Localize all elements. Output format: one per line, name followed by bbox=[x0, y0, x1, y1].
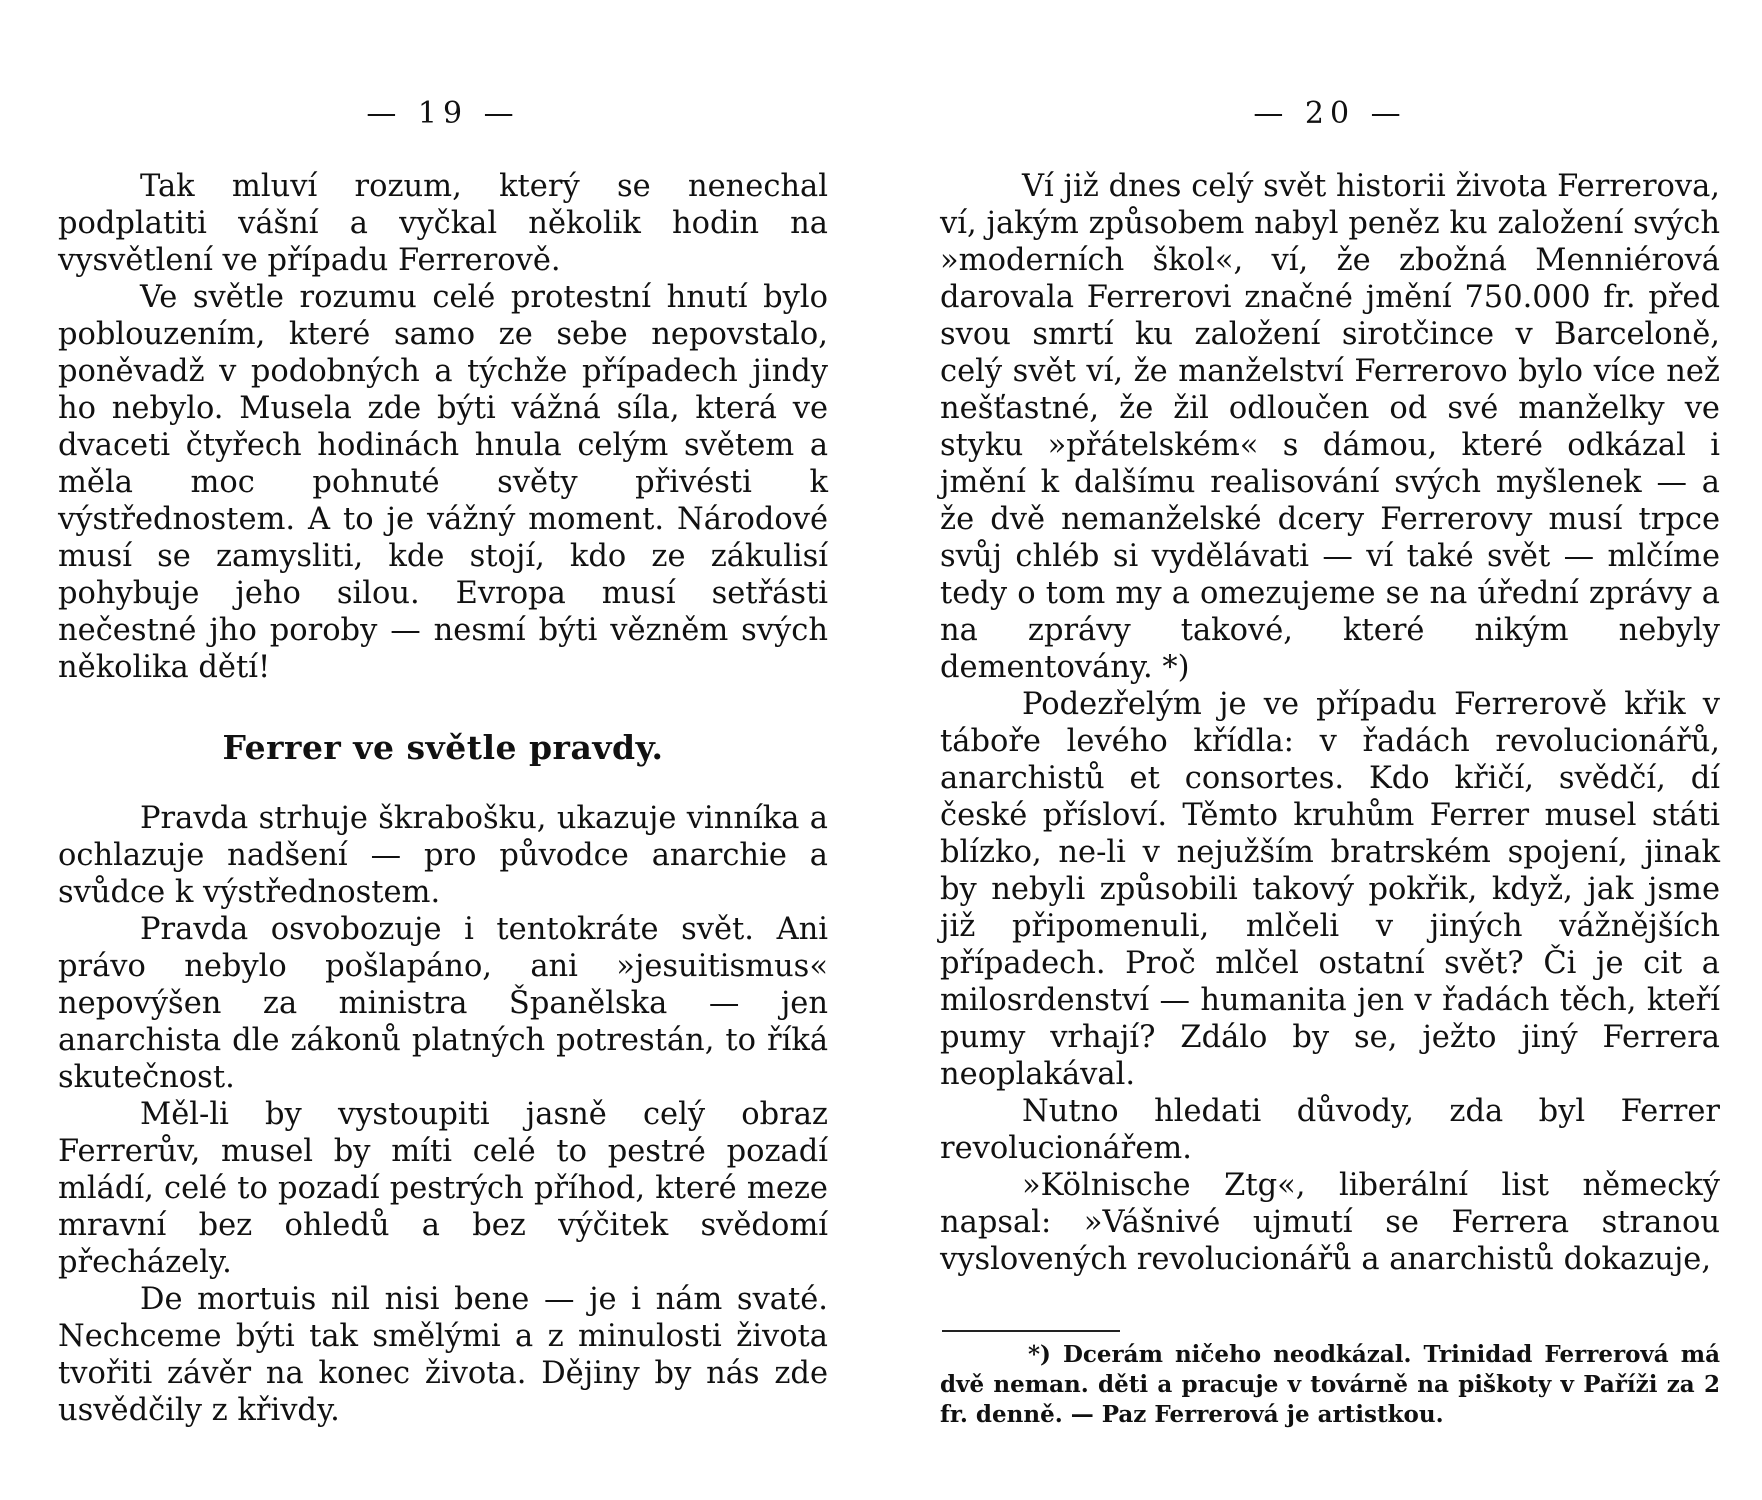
paragraph: Ve světle rozumu celé protestní hnutí bylo poblouzením, které samo ze sebe nepovstalo, poněvadž v podobných a týchže případech jindy ho nebylo. Musela zde býti vážná síla, která ve dvaceti čtyřech hodinách hnula celým světem a měla moc pohnuté světy přivésti k výstřednostem. A to je vážný moment. Národové musí se zamysliti, kde stojí, kdo ze zákulisí pohybuje jeho silou. Evropa musí setřásti nečestné jho poroby — nesmí býti vězněm svých několika dětí! bbox=[58, 280, 828, 685]
section-heading: Ferrer ve světle pravdy. bbox=[222, 728, 664, 767]
left-text-after-heading bbox=[58, 800, 828, 1429]
footnote-divider bbox=[942, 1330, 1120, 1332]
paragraph: Ví již dnes celý svět historii života Ferrerova, ví, jakým způsobem nabyl peněz ku založení svých »moderních škol«, ví, že zbožná Menniérová darovala Ferrerovi značné jmění 750.000 fr. před svou smrtí ku založení sirotčince v Barceloně, celý svět ví, že manželství Ferrerovo bylo více než nešťastné, že žil odloučen od své manželky ve styku »přátelském« s dámou, které odkázal i jmění k dalšímu realisování svých myšlenek — a že dvě nemanželské dcery Ferrerovy musí trpce svůj chléb si vydělávati — ví také svět — mlčíme tedy o tom my a omezujeme se na úřední zprávy a na zprávy takové, které nikým nebyly dementovány. *) bbox=[940, 169, 1720, 685]
page-number-left: — 19 — bbox=[366, 96, 520, 131]
page-number-right: — 20 — bbox=[1253, 96, 1407, 131]
paragraph: Podezřelým je ve případu Ferrerově křik v táboře levého křídla: v řadách revolucionářů, anarchistů et consortes. Kdo křičí, svědčí, dí české přísloví. Těmto kruhům Ferrer musel státi blízko, ne-li v nejužším bratrském spojení, jinak by nebyli způsobili takový pokřik, když, jak jsme již připomenuli, mlčeli v jiných vážnějších případech. Proč mlčel ostatní svět? Či je cit a milosrdenství — humanita jen v řadách těch, kteří pumy vrhají? Zdálo by se, ježto jiný Ferrera neoplakával. bbox=[940, 687, 1720, 1092]
right-page bbox=[940, 0, 1720, 1500]
paragraph: Pravda osvobozuje i tentokráte svět. Ani právo nebylo pošlapáno, ani »jesuitismus« nepovýšen za ministra Španělska — jen anarchista dle zákonů platných potrestán, to říká skutečnost. bbox=[58, 912, 828, 1095]
paragraph: Pravda strhuje škrabošku, ukazuje vinníka a ochlazuje nadšení — pro původce anarchie a svůdce k výstřednostem. bbox=[58, 801, 828, 910]
paragraph: »Kölnische Ztg«, liberální list německý napsal: »Vášnivé ujmutí se Ferrera stranou vyslovených revolucionářů a anarchistů dokazuje, bbox=[940, 1168, 1720, 1277]
paragraph: Nutno hledati důvody, zda byl Ferrer revolucionářem. bbox=[940, 1094, 1720, 1166]
footnote: *) Dcerám ničeho neodkázal. Trinidad Ferrerová má dvě neman. děti a pracuje v továrně na piškoty v Paříži za 2 fr. denně. — Paz Ferrerová je artistkou. bbox=[940, 1341, 1720, 1428]
paragraph: Měl-li by vystoupiti jasně celý obraz Ferrerův, musel by míti celé to pestré pozadí mládí, celé to pozadí pestrých příhod, které meze mravní bez ohledů a bez výčitek svědomí přecházely. bbox=[58, 1097, 828, 1280]
paragraph: Tak mluví rozum, který se nenechal podplatiti vášní a vyčkal několik hodin na vysvětlení ve případu Ferrerově. bbox=[58, 169, 828, 278]
left-text-before-heading bbox=[58, 168, 828, 686]
left-page bbox=[58, 0, 828, 1500]
paragraph: De mortuis nil nisi bene — je i nám svaté. Nechceme býti tak smělými a z minulosti života tvořiti závěr na konec života. Dějiny by nás zde usvědčily z křivdy. bbox=[58, 1282, 828, 1428]
right-text bbox=[940, 168, 1720, 1278]
